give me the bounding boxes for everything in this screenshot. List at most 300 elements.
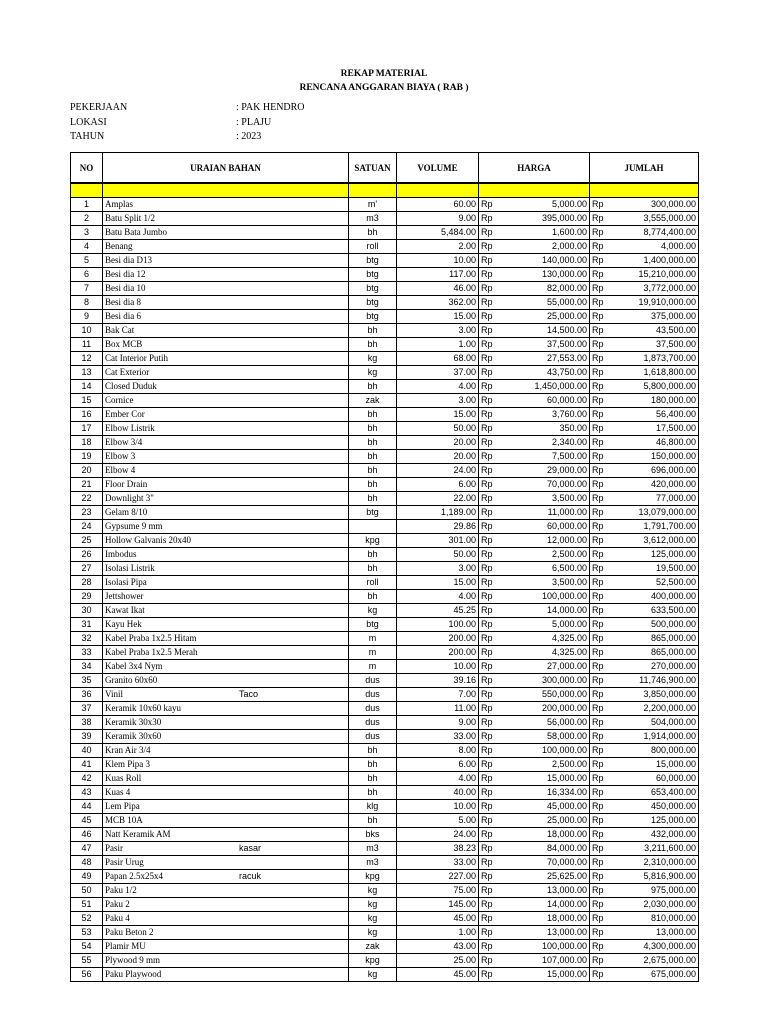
uraian-text: Paku 4 [105, 913, 130, 923]
uraian-text: Plamir MU [105, 941, 146, 951]
cell-jumlah-currency: Rp [590, 520, 620, 534]
cell-jumlah-currency: Rp [590, 198, 620, 212]
cell-no: 51 [71, 898, 103, 912]
cell-harga: 5,000.00 [509, 618, 590, 632]
cell-jumlah-currency: Rp [590, 576, 620, 590]
cell-no: 50 [71, 884, 103, 898]
uraian-text: Kayu Hek [105, 619, 142, 629]
cell-uraian [103, 352, 349, 366]
cell-no: 6 [71, 268, 103, 282]
table-row [71, 702, 699, 716]
cell-no: 28 [71, 576, 103, 590]
cell-harga-currency: Rp [479, 772, 509, 786]
uraian-text: Paku Beton 2 [105, 927, 154, 937]
cell-no: 49 [71, 870, 103, 884]
cell-satuan: dus [349, 702, 397, 716]
cell-satuan: bh [349, 772, 397, 786]
cell-harga-currency: Rp [479, 912, 509, 926]
table-row [71, 814, 699, 828]
cell-jumlah-currency: Rp [590, 744, 620, 758]
cell-satuan: bh [349, 436, 397, 450]
cell-no: 44 [71, 800, 103, 814]
cell-no: 31 [71, 618, 103, 632]
cell-volume: 10.00 [397, 660, 479, 674]
cell-no: 43 [71, 786, 103, 800]
cell-no: 38 [71, 716, 103, 730]
cell-uraian [103, 940, 349, 954]
cell-volume: 43.00 [397, 940, 479, 954]
cell-harga-currency: Rp [479, 478, 509, 492]
cell-jumlah-currency: Rp [590, 408, 620, 422]
cell-jumlah-currency: Rp [590, 268, 620, 282]
cell-jumlah: 125,000.00 [620, 548, 699, 562]
cell-volume: 1.00 [397, 338, 479, 352]
cell-uraian [103, 548, 349, 562]
cell-satuan: m3 [349, 212, 397, 226]
cell-satuan [349, 520, 397, 534]
cell-harga: 56,000.00 [509, 716, 590, 730]
cell-satuan: bh [349, 464, 397, 478]
cell-no: 10 [71, 324, 103, 338]
document-subtitle: RENCANA ANGGARAN BIAYA ( RAB ) [299, 83, 469, 93]
cell-no: 42 [71, 772, 103, 786]
uraian-text: Keramik 10x60 kayu [105, 703, 181, 713]
cell-harga-currency: Rp [479, 562, 509, 576]
cell-satuan: bh [349, 758, 397, 772]
cell-uraian [103, 884, 349, 898]
cell-harga: 4,325.00 [509, 646, 590, 660]
table-row [71, 282, 699, 296]
uraian-note: kasar [239, 843, 262, 853]
cell-volume: 33.00 [397, 856, 479, 870]
cell-harga: 18,000.00 [509, 912, 590, 926]
cell-volume: 75.00 [397, 884, 479, 898]
cell-volume: 39.16 [397, 674, 479, 688]
cell-satuan: m3 [349, 842, 397, 856]
cell-jumlah: 2,030,000.00 [620, 898, 699, 912]
cell-harga: 100,000.00 [509, 940, 590, 954]
uraian-text: Isolasi Pipa [105, 577, 147, 587]
uraian-text: Besi dia 12 [105, 269, 146, 279]
cell-harga: 82,000.00 [509, 282, 590, 296]
cell-satuan: bh [349, 450, 397, 464]
cell-jumlah-currency: Rp [590, 702, 620, 716]
cell-harga: 140,000.00 [509, 254, 590, 268]
cell-jumlah: 13,079,000.00 [620, 506, 699, 520]
cell-volume: 301.00 [397, 534, 479, 548]
cell-harga-currency: Rp [479, 464, 509, 478]
cell-volume: 6.00 [397, 478, 479, 492]
header-uraian: URAIAN BAHAN [103, 153, 349, 184]
table-row [71, 772, 699, 786]
cell-satuan: bh [349, 324, 397, 338]
uraian-text: Gelam 8/10 [105, 507, 148, 517]
cell-volume: 8.00 [397, 744, 479, 758]
cell-uraian [103, 436, 349, 450]
uraian-text: Kabel Praba 1x2.5 Hitam [105, 633, 197, 643]
cell-volume: 362.00 [397, 296, 479, 310]
cell-volume: 50.00 [397, 548, 479, 562]
table-row [71, 436, 699, 450]
cell-volume: 4.00 [397, 772, 479, 786]
uraian-text: Cat Interior Putih [105, 353, 168, 363]
table-row [71, 478, 699, 492]
cell-jumlah: 4,300,000.00 [620, 940, 699, 954]
cell-no: 16 [71, 408, 103, 422]
uraian-text: Downlight 3" [105, 493, 154, 503]
table-row [71, 660, 699, 674]
cell-volume: 68.00 [397, 352, 479, 366]
uraian-text: Kabel 3x4 Nym [105, 661, 163, 671]
cell-harga-currency: Rp [479, 338, 509, 352]
cell-no: 15 [71, 394, 103, 408]
cell-volume: 15.00 [397, 408, 479, 422]
table-row [71, 240, 699, 254]
uraian-text: Elbow 3/4 [105, 437, 143, 447]
cell-harga-currency: Rp [479, 408, 509, 422]
uraian-text: Jettshower [105, 591, 144, 601]
cell-harga: 2,500.00 [509, 758, 590, 772]
cell-harga-currency: Rp [479, 282, 509, 296]
cell-satuan: kg [349, 912, 397, 926]
meta-tahun [70, 131, 261, 142]
cell-jumlah-currency: Rp [590, 618, 620, 632]
uraian-text: Box MCB [105, 339, 143, 349]
cell-jumlah: 800,000.00 [620, 744, 699, 758]
cell-harga-currency: Rp [479, 842, 509, 856]
cell-harga-currency: Rp [479, 786, 509, 800]
cell-uraian [103, 324, 349, 338]
cell-uraian [103, 380, 349, 394]
cell-volume: 10.00 [397, 800, 479, 814]
cell-jumlah-currency: Rp [590, 604, 620, 618]
cell-volume: 22.00 [397, 492, 479, 506]
cell-jumlah-currency: Rp [590, 814, 620, 828]
cell-jumlah: 432,000.00 [620, 828, 699, 842]
cell-harga: 1,600.00 [509, 226, 590, 240]
cell-harga: 6,500.00 [509, 562, 590, 576]
table-body [71, 198, 699, 982]
cell-jumlah-currency: Rp [590, 310, 620, 324]
cell-volume: 15.00 [397, 310, 479, 324]
table-row [71, 884, 699, 898]
cell-jumlah-currency: Rp [590, 366, 620, 380]
table-row [71, 842, 699, 856]
uraian-text: Ember Cor [105, 409, 145, 419]
cell-uraian [103, 870, 349, 884]
table-row [71, 296, 699, 310]
cell-harga-currency: Rp [479, 268, 509, 282]
cell-jumlah-currency: Rp [590, 492, 620, 506]
cell-uraian [103, 898, 349, 912]
cell-jumlah: 2,200,000.00 [620, 702, 699, 716]
cell-no: 2 [71, 212, 103, 226]
cell-satuan: kpg [349, 954, 397, 968]
cell-uraian [103, 842, 349, 856]
cell-no: 35 [71, 674, 103, 688]
cell-jumlah: 1,914,000.00 [620, 730, 699, 744]
cell-harga-currency: Rp [479, 324, 509, 338]
document-title: REKAP MATERIAL [340, 69, 428, 79]
cell-harga: 25,000.00 [509, 310, 590, 324]
table-row [71, 366, 699, 380]
cell-jumlah-currency: Rp [590, 940, 620, 954]
cell-harga-currency: Rp [479, 814, 509, 828]
cell-jumlah: 653,400.00 [620, 786, 699, 800]
uraian-text: Isolasi Listrik [105, 563, 155, 573]
cell-harga: 45,000.00 [509, 800, 590, 814]
cell-jumlah: 865,000.00 [620, 632, 699, 646]
cell-harga: 200,000.00 [509, 702, 590, 716]
uraian-text: Paku Playwood [105, 969, 162, 979]
cell-harga: 58,000.00 [509, 730, 590, 744]
table-row [71, 534, 699, 548]
cell-volume: 1,189.00 [397, 506, 479, 520]
table-row [71, 198, 699, 212]
cell-harga: 25,625.00 [509, 870, 590, 884]
uraian-text: Cornice [105, 395, 134, 405]
cell-harga-currency: Rp [479, 954, 509, 968]
cell-jumlah: 77,000.00 [620, 492, 699, 506]
cell-no: 24 [71, 520, 103, 534]
cell-harga-currency: Rp [479, 492, 509, 506]
cell-uraian [103, 506, 349, 520]
cell-harga-currency: Rp [479, 380, 509, 394]
cell-volume: 200.00 [397, 632, 479, 646]
cell-harga-currency: Rp [479, 884, 509, 898]
cell-jumlah-currency: Rp [590, 870, 620, 884]
cell-satuan: bh [349, 380, 397, 394]
cell-harga: 11,000.00 [509, 506, 590, 520]
table-row [71, 954, 699, 968]
cell-jumlah: 300,000.00 [620, 198, 699, 212]
cell-volume: 33.00 [397, 730, 479, 744]
cell-satuan: bh [349, 422, 397, 436]
cell-satuan: dus [349, 674, 397, 688]
cell-harga-currency: Rp [479, 394, 509, 408]
cell-satuan: kg [349, 352, 397, 366]
cell-volume: 24.00 [397, 828, 479, 842]
uraian-text: Hollow Galvanis 20x40 [105, 535, 191, 545]
cell-no: 46 [71, 828, 103, 842]
cell-harga: 300,000.00 [509, 674, 590, 688]
cell-no: 54 [71, 940, 103, 954]
cell-uraian [103, 954, 349, 968]
cell-uraian [103, 674, 349, 688]
cell-no: 36 [71, 688, 103, 702]
cell-satuan: roll [349, 240, 397, 254]
cell-jumlah: 11,746,900.00 [620, 674, 699, 688]
cell-jumlah-currency: Rp [590, 338, 620, 352]
table-row [71, 520, 699, 534]
cell-no: 53 [71, 926, 103, 940]
cell-satuan: bh [349, 786, 397, 800]
cell-harga-currency: Rp [479, 520, 509, 534]
cell-uraian [103, 912, 349, 926]
cell-satuan: bh [349, 744, 397, 758]
cell-satuan: dus [349, 730, 397, 744]
cell-jumlah: 46,800.00 [620, 436, 699, 450]
cell-volume: 50.00 [397, 422, 479, 436]
cell-volume: 7.00 [397, 688, 479, 702]
cell-uraian [103, 310, 349, 324]
uraian-text: Paku 2 [105, 899, 130, 909]
cell-jumlah-currency: Rp [590, 380, 620, 394]
header-satuan: SATUAN [349, 153, 397, 184]
table-row [71, 800, 699, 814]
cell-satuan: klg [349, 800, 397, 814]
cell-jumlah-currency: Rp [590, 898, 620, 912]
uraian-text: Lem Pipa [105, 801, 140, 811]
uraian-text: Kawat Ikat [105, 605, 145, 615]
cell-uraian [103, 450, 349, 464]
cell-jumlah: 696,000.00 [620, 464, 699, 478]
cell-no: 23 [71, 506, 103, 520]
cell-satuan: btg [349, 506, 397, 520]
table-row [71, 590, 699, 604]
cell-harga-currency: Rp [479, 632, 509, 646]
cell-satuan: kg [349, 604, 397, 618]
cell-uraian [103, 618, 349, 632]
cell-harga: 395,000.00 [509, 212, 590, 226]
cell-volume: 200.00 [397, 646, 479, 660]
cell-uraian [103, 492, 349, 506]
cell-harga: 550,000.00 [509, 688, 590, 702]
cell-no: 32 [71, 632, 103, 646]
cell-satuan: kg [349, 968, 397, 982]
cell-satuan: dus [349, 688, 397, 702]
cell-jumlah-currency: Rp [590, 954, 620, 968]
cell-jumlah: 500,000.00 [620, 618, 699, 632]
cell-no: 48 [71, 856, 103, 870]
cell-volume: 2.00 [397, 240, 479, 254]
cell-jumlah: 450,000.00 [620, 800, 699, 814]
cell-harga: 3,500.00 [509, 492, 590, 506]
cell-volume: 3.00 [397, 394, 479, 408]
cell-harga: 15,000.00 [509, 772, 590, 786]
cell-harga-currency: Rp [479, 800, 509, 814]
uraian-text: Bak Cat [105, 325, 135, 335]
table-row [71, 940, 699, 954]
cell-satuan: btg [349, 296, 397, 310]
uraian-text: Kran Air 3/4 [105, 745, 151, 755]
cell-jumlah-currency: Rp [590, 912, 620, 926]
cell-harga-currency: Rp [479, 198, 509, 212]
cell-no: 8 [71, 296, 103, 310]
uraian-text: Elbow 4 [105, 465, 136, 475]
cell-no: 19 [71, 450, 103, 464]
cell-no: 55 [71, 954, 103, 968]
cell-no: 13 [71, 366, 103, 380]
cell-harga-currency: Rp [479, 856, 509, 870]
cell-harga: 130,000.00 [509, 268, 590, 282]
table-row [71, 968, 699, 982]
cell-volume: 25.00 [397, 954, 479, 968]
cell-uraian [103, 968, 349, 982]
cell-volume: 1.00 [397, 926, 479, 940]
cell-uraian [103, 758, 349, 772]
cell-harga-currency: Rp [479, 296, 509, 310]
cell-harga: 2,000.00 [509, 240, 590, 254]
uraian-text: Benang [105, 241, 133, 251]
cell-satuan: bh [349, 814, 397, 828]
cell-no: 34 [71, 660, 103, 674]
cell-jumlah: 52,500.00 [620, 576, 699, 590]
cell-volume: 5,484.00 [397, 226, 479, 240]
cell-satuan: m3 [349, 856, 397, 870]
cell-no: 22 [71, 492, 103, 506]
table-row [71, 226, 699, 240]
cell-satuan: bks [349, 828, 397, 842]
cell-harga: 14,000.00 [509, 898, 590, 912]
header-volume: VOLUME [397, 153, 479, 184]
cell-uraian [103, 800, 349, 814]
meta-value: : 2023 [236, 131, 262, 142]
table-row [71, 492, 699, 506]
cell-satuan: bh [349, 338, 397, 352]
cell-jumlah: 2,310,000.00 [620, 856, 699, 870]
cell-uraian [103, 338, 349, 352]
cell-harga-currency: Rp [479, 870, 509, 884]
cell-harga: 16,334.00 [509, 786, 590, 800]
uraian-text: Vinil [105, 689, 123, 699]
cell-jumlah: 375,000.00 [620, 310, 699, 324]
uraian-text: MCB 10A [105, 815, 143, 825]
cell-harga-currency: Rp [479, 212, 509, 226]
cell-no: 52 [71, 912, 103, 926]
cell-harga: 27,553.00 [509, 352, 590, 366]
cell-harga-currency: Rp [479, 254, 509, 268]
cell-uraian [103, 926, 349, 940]
table-row [71, 828, 699, 842]
cell-jumlah: 60,000.00 [620, 772, 699, 786]
table-row [71, 618, 699, 632]
cell-volume: 45.00 [397, 912, 479, 926]
cell-jumlah-currency: Rp [590, 548, 620, 562]
cell-no: 26 [71, 548, 103, 562]
cell-jumlah: 270,000.00 [620, 660, 699, 674]
cell-jumlah-currency: Rp [590, 254, 620, 268]
cell-satuan: bh [349, 492, 397, 506]
cell-no: 25 [71, 534, 103, 548]
cell-uraian [103, 660, 349, 674]
cell-jumlah-currency: Rp [590, 590, 620, 604]
cell-no: 21 [71, 478, 103, 492]
meta-lokasi [70, 117, 271, 128]
cell-uraian [103, 394, 349, 408]
cell-harga-currency: Rp [479, 534, 509, 548]
cell-harga-currency: Rp [479, 744, 509, 758]
cell-jumlah-currency: Rp [590, 212, 620, 226]
cell-no: 18 [71, 436, 103, 450]
cell-harga: 25,000.00 [509, 814, 590, 828]
cell-no: 5 [71, 254, 103, 268]
cell-jumlah: 1,873,700.00 [620, 352, 699, 366]
cell-jumlah-currency: Rp [590, 758, 620, 772]
cell-uraian [103, 772, 349, 786]
cell-harga: 3,500.00 [509, 576, 590, 590]
cell-no: 4 [71, 240, 103, 254]
cell-jumlah: 420,000.00 [620, 478, 699, 492]
cell-jumlah: 5,800,000.00 [620, 380, 699, 394]
cell-uraian [103, 198, 349, 212]
cell-satuan: m [349, 660, 397, 674]
cell-harga: 55,000.00 [509, 296, 590, 310]
cell-harga-currency: Rp [479, 366, 509, 380]
cell-jumlah: 37,500.00 [620, 338, 699, 352]
uraian-text: Besi dia 8 [105, 297, 141, 307]
cell-harga-currency: Rp [479, 240, 509, 254]
